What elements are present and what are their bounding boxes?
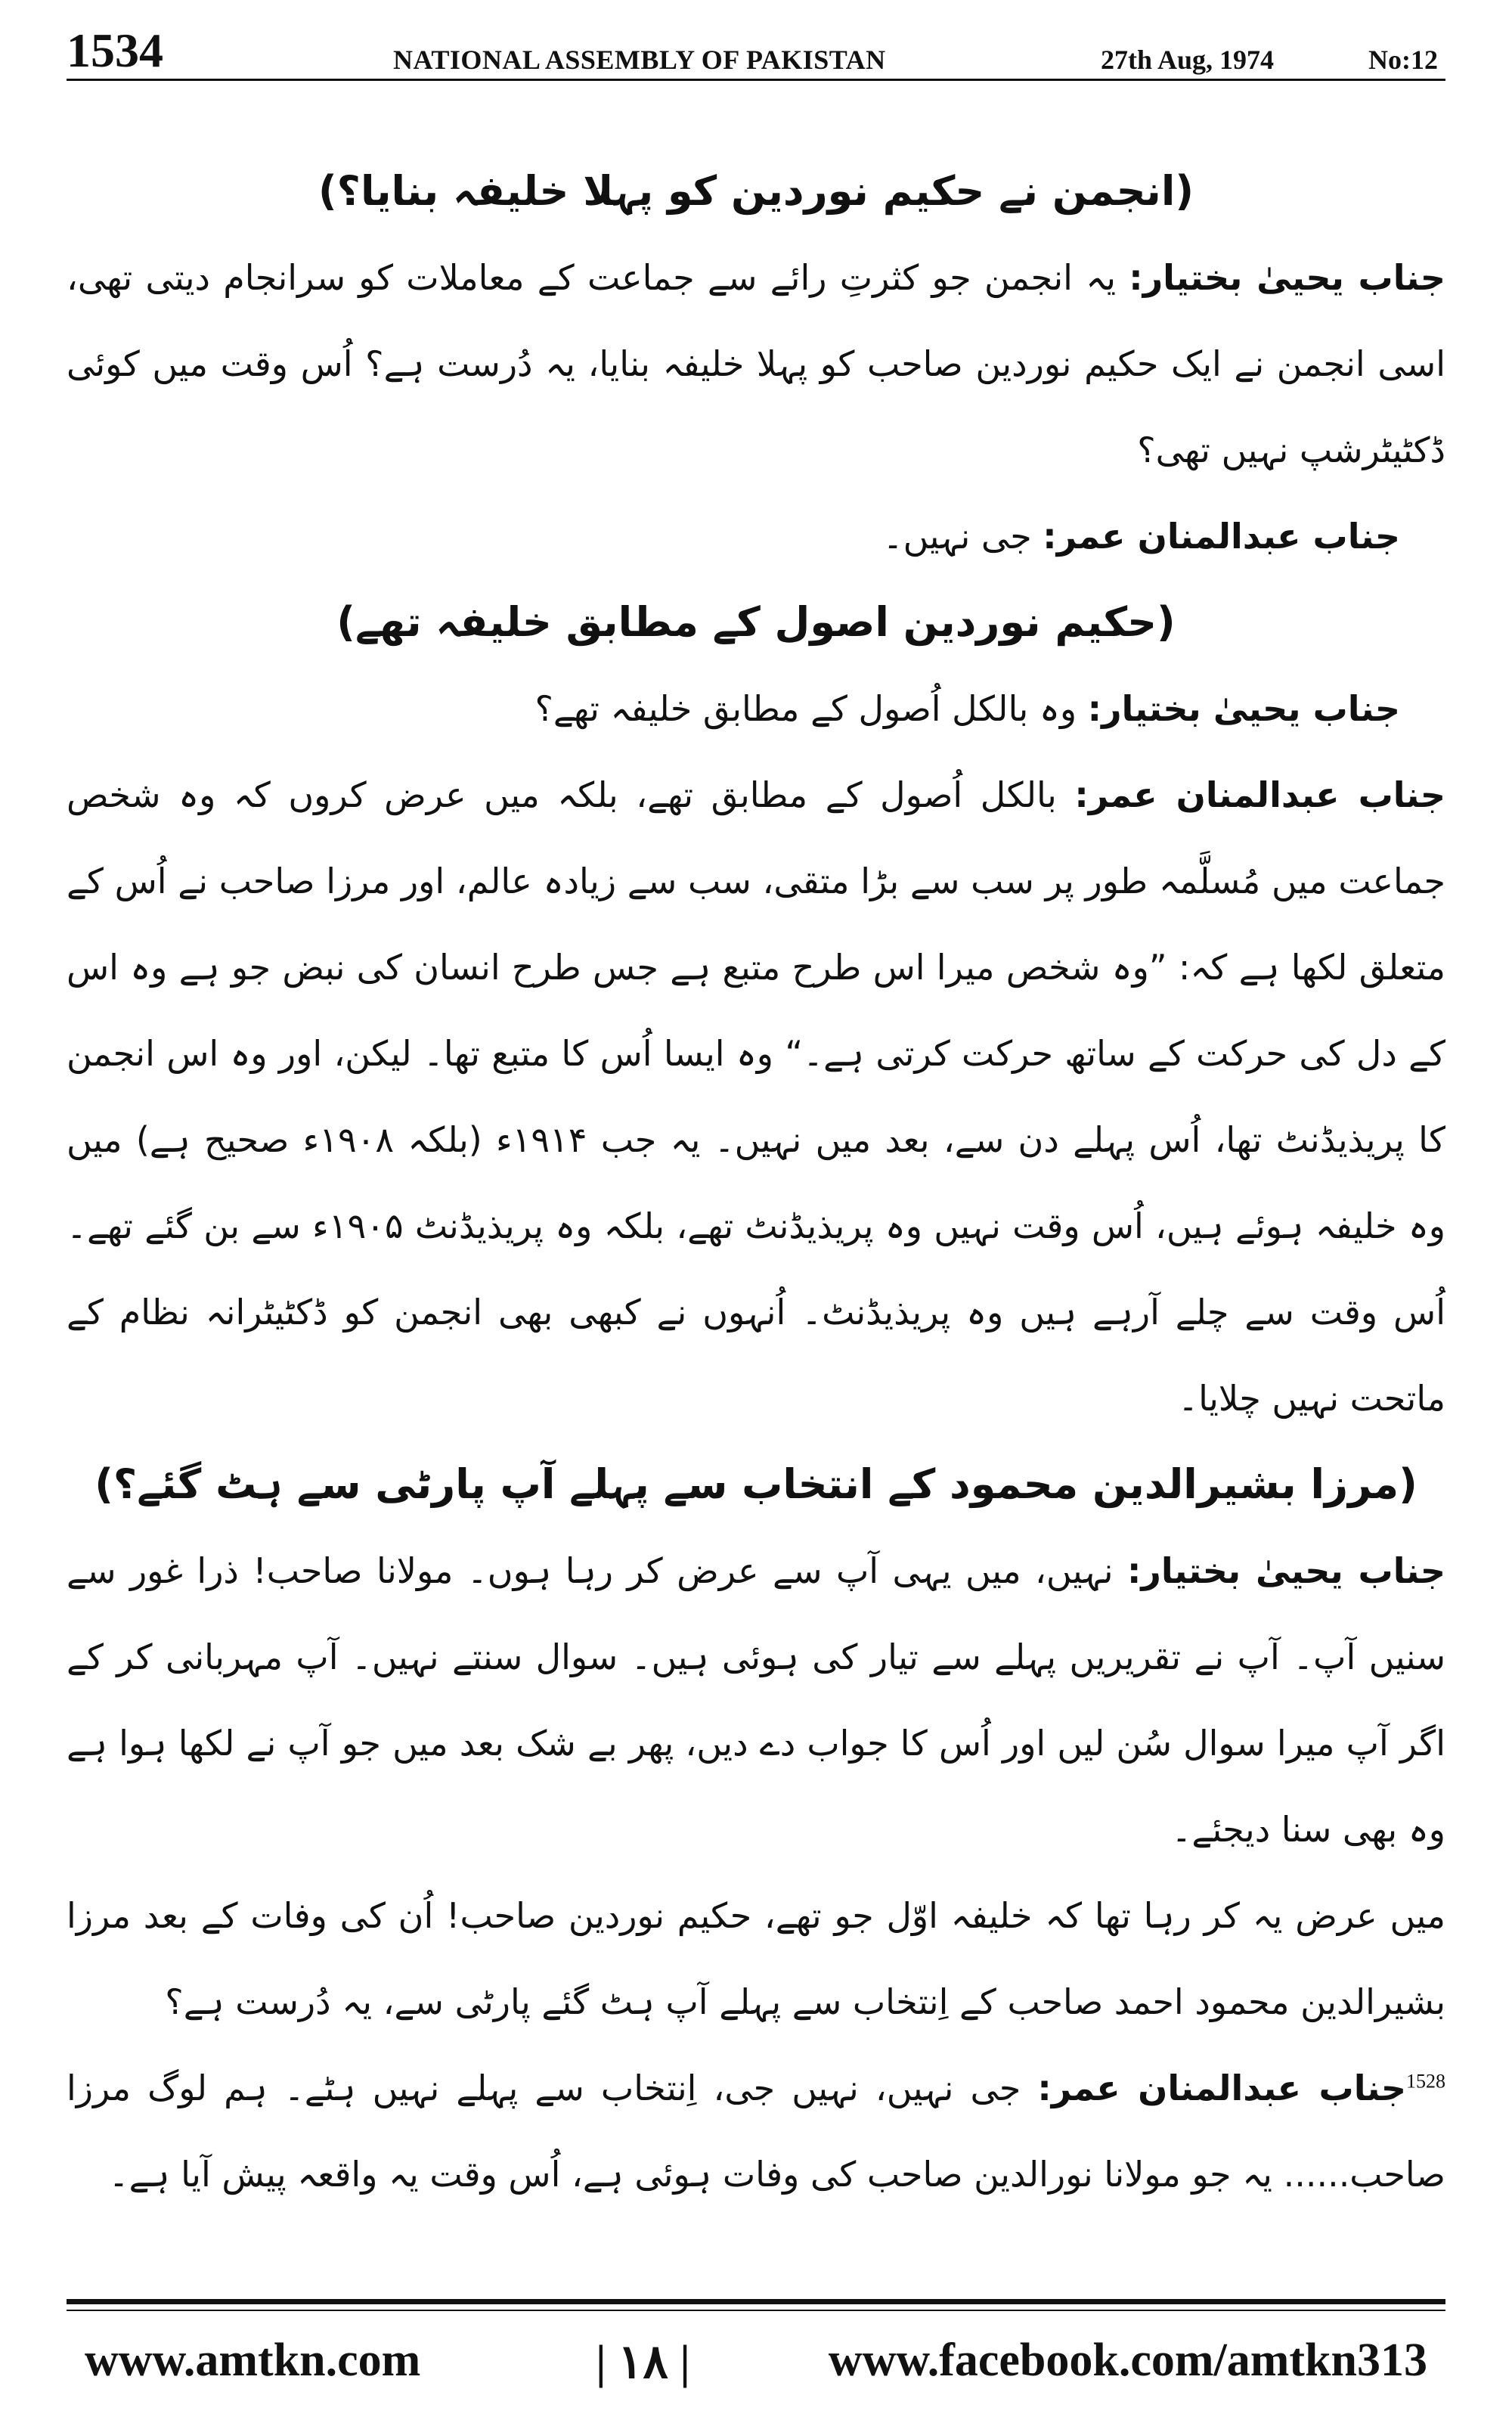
speaker-label: جناب یحییٰ بختیار:	[1087, 688, 1400, 729]
paragraph-text: جی نہیں۔	[882, 516, 1043, 557]
running-title: NATIONAL ASSEMBLY OF PAKISTAN	[393, 45, 886, 75]
paragraph	[67, 2045, 1445, 2217]
session-date: 27th Aug, 1974	[1101, 45, 1275, 75]
footnote-marker: 1528	[1406, 2070, 1445, 2093]
speaker-label: جناب یحییٰ بختیار:	[1129, 257, 1445, 298]
section-heading: (انجمن نے حکیم نوردین کو پہلا خلیفہ بنایا؟)	[318, 167, 1194, 215]
footer-rule-thick	[67, 2299, 1445, 2304]
speaker-label: جناب عبدالمنان عمر:	[1043, 516, 1400, 557]
facebook-link[interactable]: www.facebook.com/amtkn313	[828, 2335, 1427, 2386]
paragraph-text: وہ بالکل اُصول کے مطابق خلیفہ تھے؟	[534, 688, 1088, 729]
paragraph-text: بالکل اُصول کے مطابق تھے، بلکہ میں عرض کروں کہ وہ شخص جماعت میں مُسلَّمہ طور پر سب سے بڑا متقی، سب سے زیادہ عالم، اور مرزا صاحب نے اُس کے متعلق لکھا ہے کہ: ”وہ شخص میرا اس طرح متبع ہے جس طرح انسان کی نبض جو ہے وہ اس کے دل کی حرکت کے ساتھ حرکت کرتی ہے۔“ وہ ایسا اُس کا متبع تھا۔ لیکن، اور وہ اس انجمن کا پریذیڈنٹ تھا، اُس پہلے دن سے، بعد میں نہیں۔ یہ جب ۱۹۱۴ء (بلکہ ۱۹۰۸ء صحیح ہے) میں وہ خلیفہ ہوئے ہیں، اُس وقت نہیں وہ پریذیڈنٹ تھے، بلکہ وہ پریذیڈنٹ ۱۹۰۵ء سے بن گئے تھے۔ اُس وقت سے چلے آرہے ہیں وہ پریذیڈنٹ۔ اُنہوں نے کبھی بھی انجمن کو ڈکٹیٹرانہ نظام کے ماتحت نہیں چلایا۔	[67, 774, 1445, 1419]
footer-rule-thin	[67, 2310, 1445, 2311]
issue-number: No:12	[1368, 45, 1438, 75]
page-header	[67, 23, 1445, 83]
paragraph	[67, 1528, 1445, 1872]
speaker-label: جناب عبدالمنان عمر:	[1074, 774, 1445, 815]
transcript-body	[67, 148, 1445, 2296]
paragraph	[67, 234, 1445, 493]
header-rule	[67, 79, 1445, 81]
speaker-label: جناب عبدالمنان عمر:	[1037, 2068, 1406, 2108]
website-link[interactable]: www.amtkn.com	[85, 2335, 421, 2386]
page-footer	[67, 2334, 1445, 2394]
paragraph	[67, 752, 1445, 1441]
speaker-label: جناب یحییٰ بختیار:	[1127, 1550, 1445, 1591]
paragraph-text: یہ انجمن جو کثرتِ رائے سے جماعت کے معاملات کو سرانجام دیتی تھی، اسی انجمن نے ایک حکیم نوردین صاحب کو پہلا خلیفہ بنایا، یہ دُرست ہے؟ اُس وقت میں کوئی ڈکٹیٹرشپ نہیں تھی؟	[67, 257, 1445, 470]
section-heading: (حکیم نوردین اصول کے مطابق خلیفہ تھے)	[336, 598, 1176, 646]
page-marker: | ۱۸ |	[596, 2337, 690, 2388]
paragraph-text: نہیں، میں یہی آپ سے عرض کر رہا ہوں۔ مولانا صاحب! ذرا غور سے سنیں آپ۔ آپ نے تقریریں پہلے سے تیار کی ہوئی ہیں۔ سوال سنتے نہیں۔ آپ مہربانی کر کے اگر آپ میرا سوال سُن لیں اور اُس کا جواب دے دیں، پھر بے شک بعد میں جو آپ نے لکھا ہوا ہے وہ بھی سنا دیجئے۔	[67, 1550, 1445, 1850]
page-number: 1534	[67, 23, 163, 77]
section-heading: (مرزا بشیرالدین محمود کے انتخاب سے پہلے آپ پارٹی سے ہٹ گئے؟)	[94, 1460, 1418, 1508]
paragraph-text: جی نہیں، نہیں جی، اِنتخاب سے پہلے نہیں ہٹے۔ ہم لوگ مرزا صاحب...... یہ جو مولانا نورالدین صاحب کی وفات ہوئی ہے، اُس وقت یہ واقعہ پیش آیا ہے۔	[67, 2068, 1445, 2195]
paragraph: میں عرض یہ کر رہا تھا کہ خلیفہ اوّل جو تھے، حکیم نوردین صاحب! اُن کی وفات کے بعد مرزا بشیرالدین محمود احمد صاحب کے اِنتخاب سے پہلے آپ ہٹ گئے پارٹی سے، یہ دُرست ہے؟	[67, 1895, 1445, 2022]
paragraph	[67, 666, 1445, 752]
paragraph	[67, 493, 1445, 579]
